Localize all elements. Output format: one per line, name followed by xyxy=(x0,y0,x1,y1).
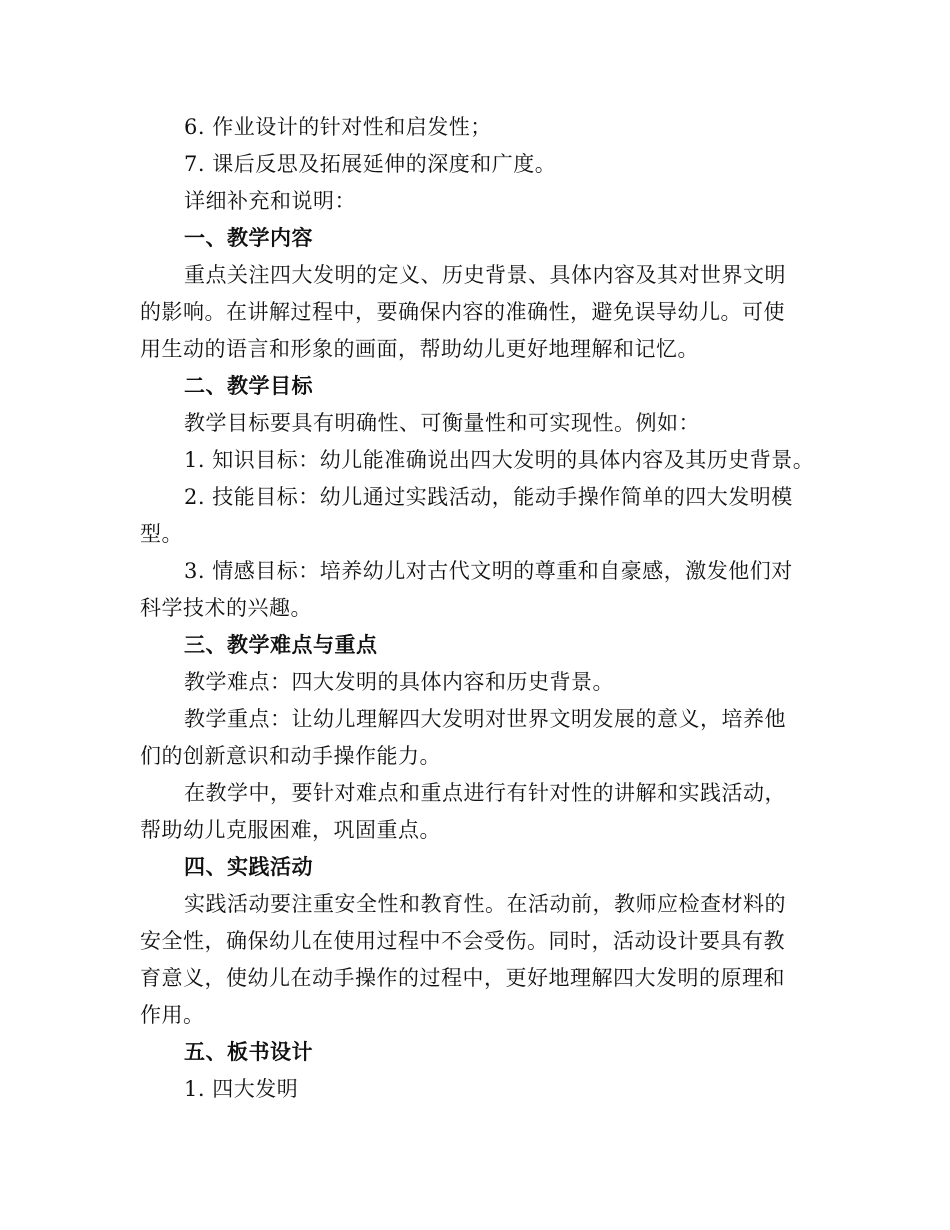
paragraph-line: 重点关注四大发明的定义、历史背景、具体内容及其对世界文明 xyxy=(184,263,786,287)
section-heading: 四、实践活动 xyxy=(184,854,313,879)
paragraph-line: 实践活动要注重安全性和教育性。在活动前，教师应检查材料的 xyxy=(184,892,786,916)
paragraph-line: 科学技术的兴趣。 xyxy=(140,596,312,620)
section-heading: 五、板书设计 xyxy=(184,1039,313,1064)
section-heading: 一、教学内容 xyxy=(184,225,313,250)
paragraph-line: 帮助幼儿克服困难，巩固重点。 xyxy=(140,818,441,842)
list-item: 7. 课后反思及拓展延伸的深度和广度。 xyxy=(184,152,557,176)
list-item: 1. 四大发明 xyxy=(184,1077,299,1101)
paragraph-line: 教学难点：四大发明的具体内容和历史背景。 xyxy=(184,670,614,694)
paragraph-line: 们的创新意识和动手操作能力。 xyxy=(140,744,441,768)
section-heading: 二、教学目标 xyxy=(184,373,313,398)
paragraph-line: 育意义，使幼儿在动手操作的过程中，更好地理解四大发明的原理和 xyxy=(140,966,785,990)
paragraph-line: 作用。 xyxy=(140,1003,205,1027)
paragraph-line: 详细补充和说明： xyxy=(184,189,356,213)
paragraph-line: 的影响。在讲解过程中，要确保内容的准确性，避免误导幼儿。可使 xyxy=(140,300,785,324)
paragraph-line: 教学目标要具有明确性、可衡量性和可实现性。例如： xyxy=(184,411,700,435)
list-item: 2. 技能目标：幼儿通过实践活动，能动手操作简单的四大发明模 xyxy=(184,485,793,509)
list-item: 1. 知识目标：幼儿能准确说出四大发明的具体内容及其历史背景。 xyxy=(184,448,815,472)
list-item: 3. 情感目标：培养幼儿对古代文明的尊重和自豪感，激发他们对 xyxy=(184,559,793,583)
paragraph-line: 用生动的语言和形象的画面，帮助幼儿更好地理解和记忆。 xyxy=(140,337,699,361)
paragraph-line: 安全性，确保幼儿在使用过程中不会受伤。同时，活动设计要具有教 xyxy=(140,929,785,953)
paragraph-line: 型。 xyxy=(140,522,183,546)
list-item: 6. 作业设计的针对性和启发性； xyxy=(184,115,492,139)
paragraph-line: 教学重点：让幼儿理解四大发明对世界文明发展的意义，培养他 xyxy=(184,707,786,731)
paragraph-line: 在教学中，要针对难点和重点进行有针对性的讲解和实践活动， xyxy=(184,781,786,805)
section-heading: 三、教学难点与重点 xyxy=(184,632,378,657)
